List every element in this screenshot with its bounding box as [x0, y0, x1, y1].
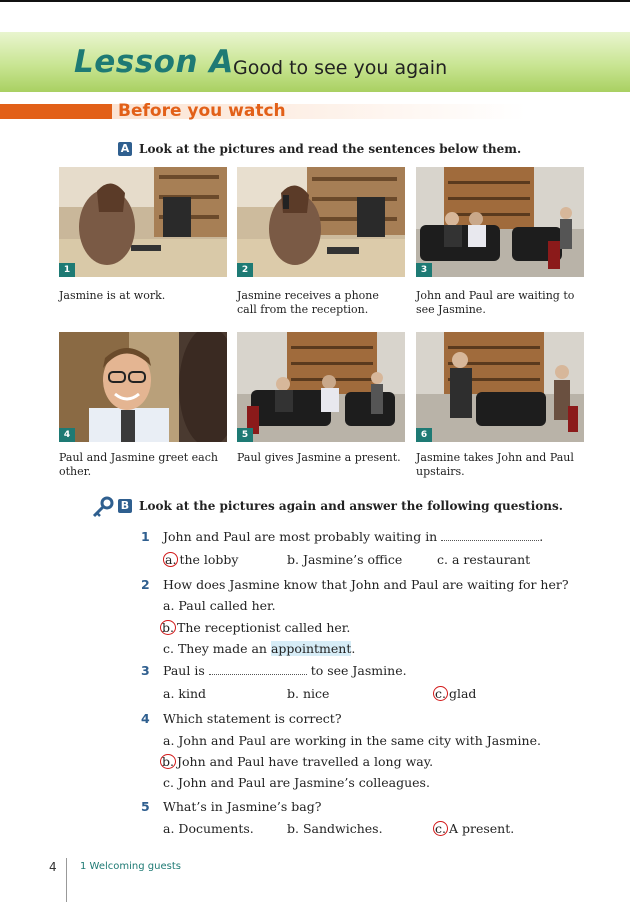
present-giving-photo: [237, 332, 405, 442]
question-number: 2: [141, 577, 150, 592]
lesson-label: Lesson A: [74, 44, 234, 80]
picture-3: [416, 167, 584, 277]
answer-blank: [209, 674, 307, 675]
picture-caption: Paul gives Jasmine a present.: [237, 451, 401, 464]
option-2b: [160, 620, 350, 635]
option-text: John and Paul are Jasmine’s colleagues.: [177, 775, 430, 790]
picture-caption: Jasmine takes John and Paul upstairs.: [416, 451, 574, 478]
section-bar-accent: [0, 104, 112, 119]
question-3: [163, 663, 407, 678]
option-letter: a.: [163, 821, 175, 836]
option-letter: b.: [287, 552, 299, 567]
picture-number: 6: [416, 428, 432, 442]
section-title: Before you watch: [118, 101, 286, 121]
going-upstairs-photo: [416, 332, 584, 442]
option-text: John and Paul are working in the same city with Jasmine.: [178, 733, 541, 748]
exercise-a-badge: A: [118, 142, 132, 156]
lobby-waiting-photo: [416, 167, 584, 277]
option-1b: [287, 552, 402, 567]
option-text: The receptionist called her.: [176, 620, 351, 635]
question-text: What’s in Jasmine’s bag?: [163, 799, 322, 814]
option-text: kind: [178, 686, 207, 701]
picture-4: [59, 332, 227, 442]
option-1c: [437, 552, 530, 567]
option-3b: [287, 686, 329, 701]
picture-number: 1: [59, 263, 75, 277]
question-text: John and Paul are most probably waiting in: [163, 529, 438, 544]
page-number: 4: [49, 860, 57, 874]
option-3c: [433, 686, 476, 701]
picture-number: 4: [59, 428, 75, 442]
option-4c: [163, 775, 430, 790]
answer-circle: b.: [162, 620, 174, 635]
option-text: Jasmine’s office: [302, 552, 403, 567]
picture-caption: Jasmine is at work.: [59, 289, 166, 302]
option-letter: a.: [163, 733, 175, 748]
answer-circle: a.: [165, 552, 177, 567]
picture-caption: Jasmine receives a phone call from the reception.: [237, 289, 379, 316]
picture-2: [237, 167, 405, 277]
question-number: 5: [141, 799, 150, 814]
picture-1: [59, 167, 227, 277]
picture-5: [237, 332, 405, 442]
office-desk-photo: [59, 167, 227, 277]
option-text: Sandwiches.: [302, 821, 383, 836]
option-letter: b.: [287, 686, 299, 701]
option-4a: [163, 733, 541, 748]
option-text: the lobby: [179, 552, 239, 567]
answer-circle: b.: [162, 754, 174, 769]
option-1a: [163, 552, 238, 567]
exercise-b-instruction: Look at the pictures again and answer the following questions.: [139, 499, 563, 513]
exercise-b-badge: B: [118, 499, 132, 513]
option-4b: [160, 754, 433, 769]
picture-number: 5: [237, 428, 253, 442]
question-number: 1: [141, 529, 150, 544]
answer-circle: c.: [435, 821, 446, 836]
highlighted-word: appointment: [270, 641, 352, 656]
key-icon: [92, 496, 114, 518]
picture-number: 3: [416, 263, 432, 277]
option-text: Documents.: [178, 821, 254, 836]
question-1: [163, 529, 543, 544]
option-3a: [163, 686, 206, 701]
answer-circle: c.: [435, 686, 446, 701]
question-number: 4: [141, 711, 150, 726]
option-text: Paul called her.: [178, 598, 276, 613]
answer-blank: [441, 540, 539, 541]
question-text: Paul is: [163, 663, 205, 678]
option-text: a restaurant: [451, 552, 531, 567]
option-letter: c.: [437, 552, 448, 567]
option-text: A present.: [448, 821, 515, 836]
option-text: glad: [448, 686, 477, 701]
option-letter: c.: [163, 775, 174, 790]
option-2a: [163, 598, 276, 613]
option-2c: [163, 641, 355, 656]
option-letter: a.: [163, 686, 175, 701]
option-text: nice: [302, 686, 330, 701]
picture-caption: Paul and Jasmine greet each other.: [59, 451, 218, 478]
question-text-end: to see Jasmine.: [310, 663, 407, 678]
picture-6: [416, 332, 584, 442]
question-text: Which statement is correct?: [163, 711, 342, 726]
option-text: John and Paul have travelled a long way.: [176, 754, 434, 769]
option-5c: [433, 821, 514, 836]
option-text-end: .: [351, 641, 356, 656]
top-rule: [0, 0, 630, 2]
picture-caption: John and Paul are waiting to see Jasmine.: [416, 289, 575, 316]
option-letter: a.: [163, 598, 175, 613]
option-5b: [287, 821, 383, 836]
greeting-photo: [59, 332, 227, 442]
question-text-end: .: [539, 529, 544, 544]
exercise-a-instruction: Look at the pictures and read the sentences below them.: [139, 142, 522, 156]
option-text: They made an: [177, 641, 267, 656]
option-5a: [163, 821, 254, 836]
unit-label: 1 Welcoming guests: [80, 861, 181, 872]
option-letter: c.: [163, 641, 174, 656]
question-number: 3: [141, 663, 150, 678]
phone-call-photo: [237, 167, 405, 277]
footer-divider: [66, 858, 67, 902]
question-text: How does Jasmine know that John and Paul are waiting for her?: [163, 577, 569, 592]
picture-number: 2: [237, 263, 253, 277]
option-letter: b.: [287, 821, 299, 836]
lesson-title: Good to see you again: [233, 57, 448, 79]
